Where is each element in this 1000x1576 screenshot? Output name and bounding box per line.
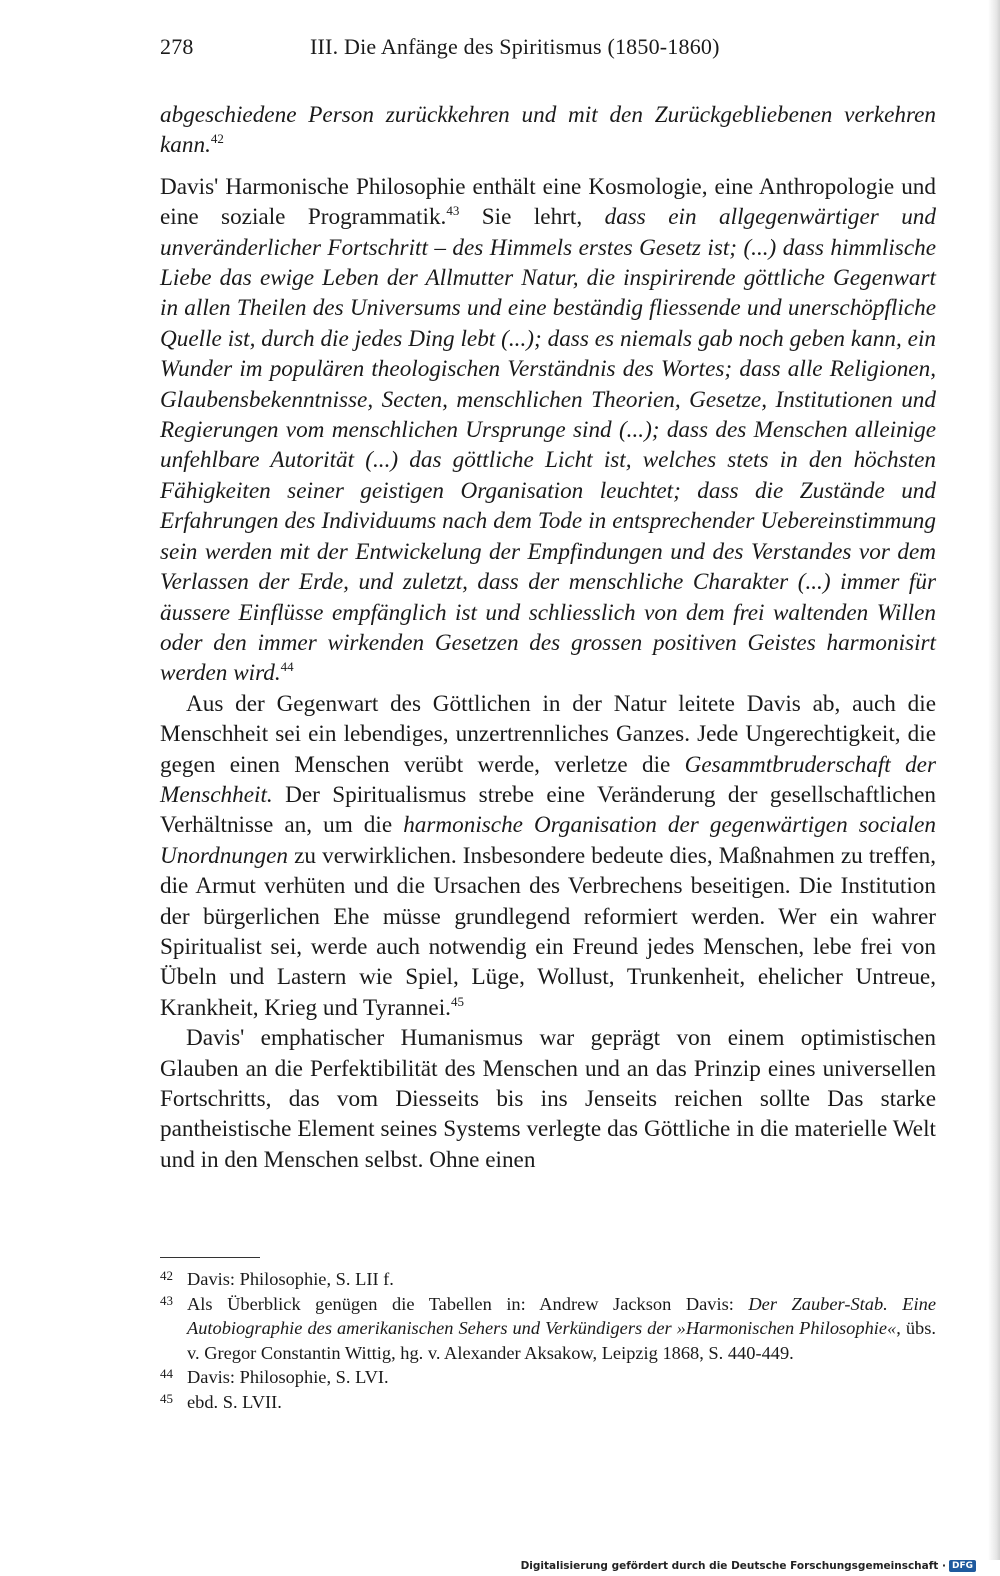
p1-text-b: Sie lehrt, <box>459 204 605 231</box>
footnote-book-title: Der Zauber-Stab. Eine Autobiographie des amerikanischen Sehers und Verkündigers der »Harmonischen Philosophie« <box>187 1293 936 1339</box>
paragraph-3 <box>160 1023 936 1175</box>
main-text <box>160 100 936 1175</box>
footnote-42 <box>160 1267 936 1292</box>
footnote-45 <box>160 1390 936 1415</box>
paragraph-2 <box>160 689 936 1023</box>
page-number: 278 <box>160 34 194 59</box>
footnote-number: 42 <box>160 1268 173 1283</box>
p2-text-c: Der Spiritualismus strebe eine Veränderung der gesellschaftlichen Verhältnisse an, um die <box>160 781 936 839</box>
footnote-44 <box>160 1365 936 1390</box>
p3-text: Davis' emphatischer Humanismus war geprägt von einem optimistischen Glauben an die Perfektibilität des Menschen und an das Prinzip eines universellen Fortschritts, das vom Diesseits bis ins Jenseits reichen sollte Das starke pantheistische Element seines Systems verlegte das Göttliche in die materielle Welt und in den Menschen selbst. Ohne einen <box>160 1025 936 1173</box>
quote-continuation <box>160 100 936 161</box>
p2-text-a: Aus der Gegenwart des Göttlichen in der Natur leitete Davis ab, auch die Menschheit sei ein lebendiges, unzertrennliches Ganzes. Jede Ungerechtigkeit, die gegen einen Menschen verübt werde, verletze die <box>160 690 936 778</box>
footnote-text: ebd. S. LVII. <box>187 1391 282 1412</box>
running-header <box>160 34 940 68</box>
p2-italic-d: harmonische Organisation der gegenwärtigen socialen Unordnungen <box>160 812 936 869</box>
p2-text-e: zu verwirklichen. Insbesondere bedeute dies, Maßnahmen zu treffen, die Armut verhüten und die Ursachen des Verbrechens beseitigen. Die Institution der bürgerlichen Ehe müsse grundlegend reformiert werden. Wer ein wahrer Spiritualist sei, werde auch notwendig ein Freund jedes Menschen, lebe frei von Übeln und Lastern wie Spiel, Lüge, Wollust, Trunkenheit, ehelicher Untreue, Krankheit, Krieg und Tyrannei. <box>160 842 936 1021</box>
p1-text-a: Davis' Harmonische Philosophie enthält eine Kosmologie, eine Anthropologie und eine soziale Programmatik. <box>160 173 936 231</box>
footnote-ref-42: 42 <box>210 131 224 147</box>
footnote-number: 45 <box>160 1390 173 1406</box>
digitization-credit <box>521 1560 976 1572</box>
footnote-ref-44: 44 <box>280 659 294 675</box>
footnote-ref-45: 45 <box>450 993 464 1009</box>
footnote-ref-43: 43 <box>446 203 460 219</box>
dfg-logo: DFG <box>949 1560 976 1572</box>
credit-text: Digitalisierung gefördert durch die Deutsche Forschungsgemeinschaft · <box>520 1560 946 1572</box>
footnote-text-post: , übs. v. Gregor Constantin Wittig, hg. v. Alexander Aksakow, Leipzig 1868, S. 440-449. <box>187 1318 936 1363</box>
footnote-number: 43 <box>160 1292 173 1308</box>
footnotes <box>160 1267 936 1415</box>
page-edge-shadow <box>988 0 1000 1560</box>
paragraph-1 <box>160 172 936 689</box>
quote-text: abgeschiedene Person zurückkehren und mit den Zurückgebliebenen verkehren kann. <box>160 102 936 159</box>
p1-quote: dass ein allgegenwärtiger und unveränderlicher Fortschritt – des Himmels erstes Gesetz ist; (...) dass himmlische Liebe das ewige Leben der Allmutter Natur, die inspirirende göttliche Gegenwart in allen Theilen des Universums und eine beständig fliessende und unerschöpfliche Quelle ist, durch die jedes Ding lebt (...); dass es niemals gab noch geben kann, ein Wunder im populären theologischen Verständnis des Wortes; dass alle Religionen, Glaubensbekenntnisse, Secten, menschlichen Theorien, Gesetze, Institutionen und Regierungen vom menschlichen Ursprunge sind (...); dass des Menschen alleinige unfehlbare Autorität (...) das göttliche Licht ist, welches stets in den höchsten Fähigkeiten seiner geistigen Organisation leuchtet; dass die Zustände und Erfahrungen des Individuums nach dem Tode in entsprechender Uebereinstimmung sein werden mit der Entwickelung der Empfindungen und des Verstandes vor dem Verlassen der Erde, und zuletzt, dass der menschliche Charakter (...) immer für äussere Einflüsse empfänglich ist und schliesslich von dem frei waltenden Willen oder den immer wirkenden Gesetzen des grossen positiven Geistes harmonisirt werden wird. <box>160 204 936 687</box>
p2-italic-b: Gesammtbruderschaft der Menschheit. <box>160 751 936 808</box>
running-title: III. Die Anfänge des Spiritismus (1850-1860) <box>310 34 720 59</box>
footnote-text: Als Überblick genügen die Tabellen in: Andrew Jackson Davis: <box>187 1293 749 1314</box>
footnote-text: Davis: Philosophie, S. LII f. <box>187 1269 394 1289</box>
footnote-43 <box>160 1292 936 1366</box>
footnote-number: 44 <box>160 1366 173 1382</box>
footnote-rule <box>160 1257 260 1258</box>
footnote-text: Davis: Philosophie, S. LVI. <box>187 1367 389 1388</box>
